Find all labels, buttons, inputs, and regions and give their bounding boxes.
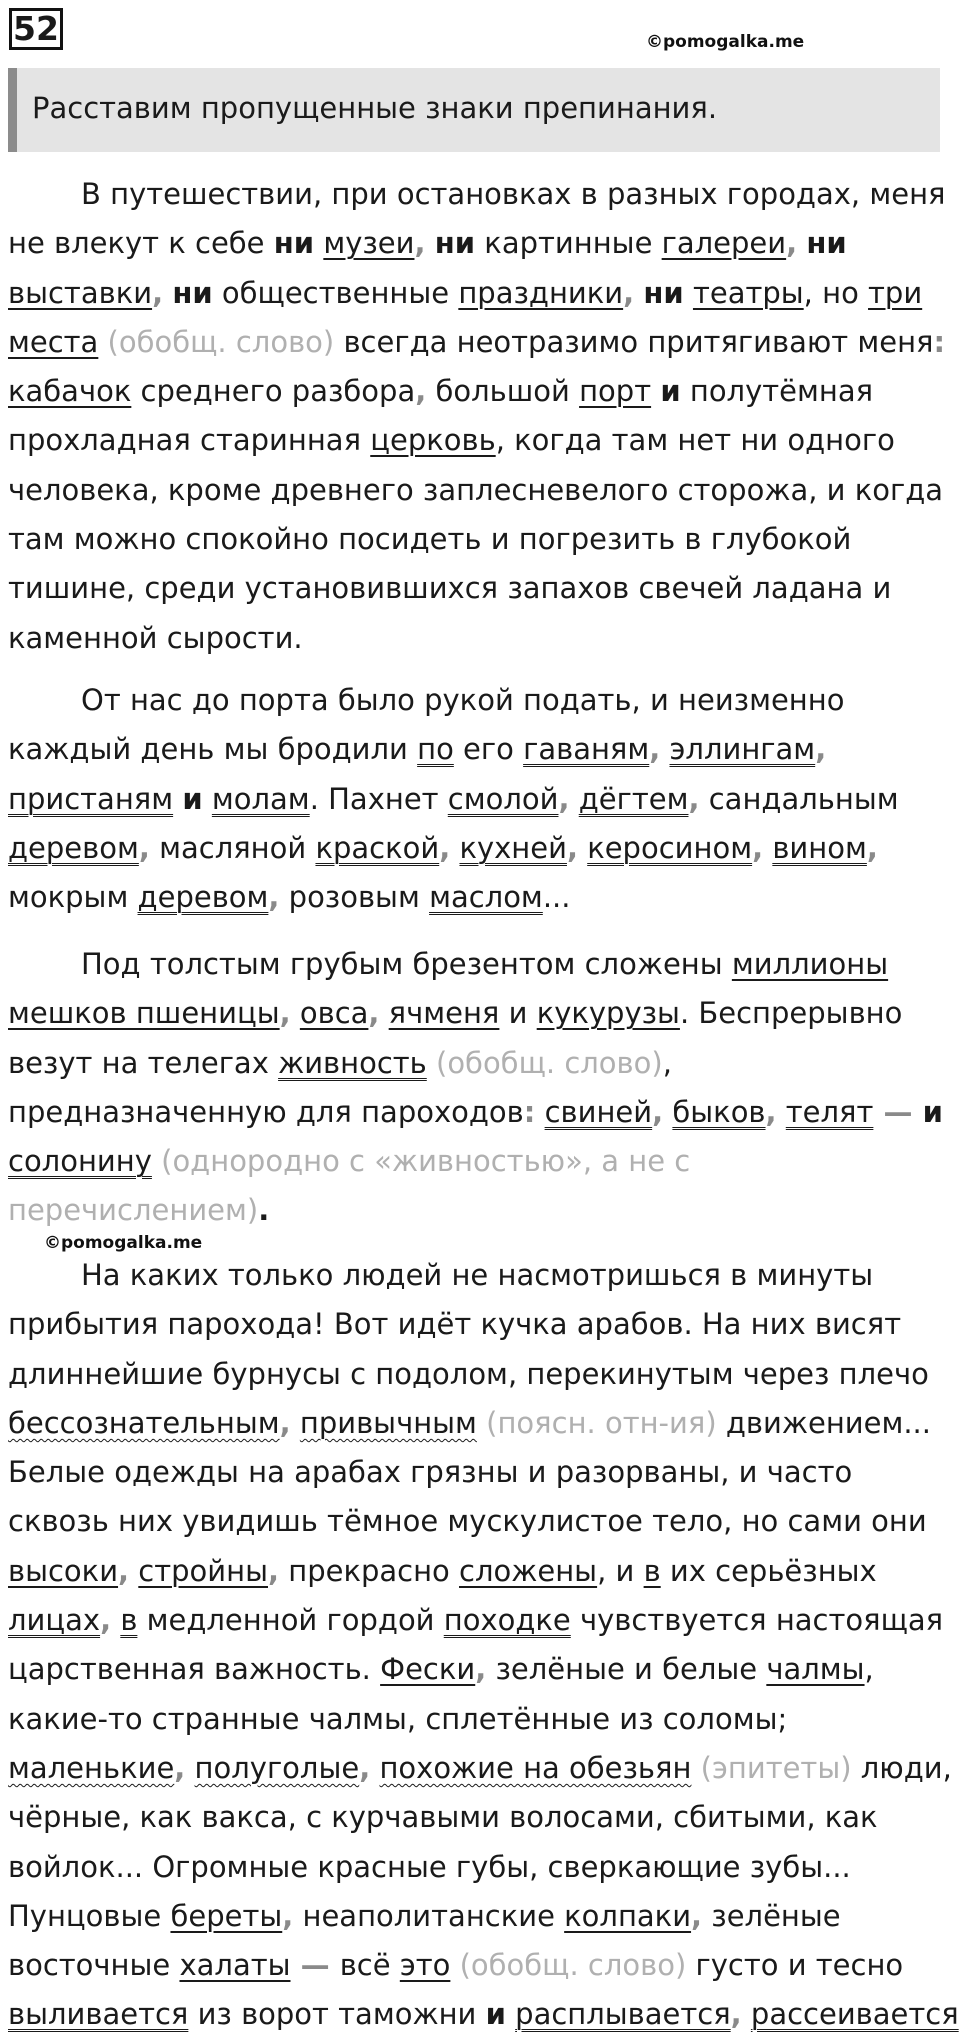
text — [185, 1751, 194, 1785]
adverbial: лицах — [8, 1603, 101, 1638]
object: дёгтем — [578, 781, 689, 816]
conjunction: и — [660, 374, 681, 409]
text-line — [8, 873, 958, 922]
adverbial: походке — [443, 1603, 571, 1638]
text-line: От нас до порта было рукой подать, и неизменно — [81, 683, 845, 717]
conjunction: ни — [434, 226, 476, 261]
text — [535, 1095, 544, 1129]
text: . Пахнет — [309, 781, 448, 816]
added-comma: , — [359, 1750, 371, 1785]
text: Пунцовые — [8, 1898, 171, 1933]
text: люди, — [851, 1750, 952, 1785]
text: общественные — [212, 275, 459, 310]
text — [660, 732, 669, 766]
paragraph-3 — [8, 940, 958, 1236]
added-comma: , — [730, 1997, 742, 2032]
subject: колпаки — [564, 1898, 692, 1933]
added-comma: , — [475, 1652, 487, 1687]
text: прохладная старинная — [8, 423, 371, 458]
added-comma: , — [765, 1094, 777, 1129]
text: неаполитанские — [293, 1898, 565, 1933]
text-line: прибытия парохода! Вот идёт кучка арабов. На них висят — [8, 1307, 902, 1342]
text-line: какие-то странные чалмы, сплетённые из соломы; — [8, 1701, 788, 1736]
object: деревом — [8, 830, 139, 865]
text: царственная важность. — [8, 1652, 381, 1687]
text — [379, 996, 388, 1030]
added-comma: , — [439, 830, 451, 865]
object: эллингам — [669, 732, 816, 767]
text-line: сквозь них увидишь тёмное мускулистое тело, но сами они — [8, 1504, 927, 1539]
modifier: привычным — [299, 1405, 477, 1440]
watermark: ©pomogalka.me — [44, 1233, 203, 1253]
added-comma: , — [414, 226, 426, 261]
text: всё — [339, 1948, 400, 1983]
object: гаваням — [523, 732, 650, 767]
text-line — [8, 1744, 958, 1793]
text: ... — [542, 880, 571, 915]
text — [291, 1406, 300, 1440]
text: , когда там нет ни одного — [495, 423, 895, 458]
text: их серьёзных — [660, 1553, 877, 1588]
text — [291, 996, 300, 1030]
text — [111, 1603, 120, 1637]
text-line: чёрные, как вакса, с курчавыми волосами, сбитыми, как — [8, 1800, 878, 1835]
predicate: высоки — [8, 1553, 119, 1588]
text-line — [8, 1596, 958, 1645]
added-comma: , — [623, 275, 635, 310]
subject: миллионы — [731, 947, 889, 981]
added-comma: , — [691, 1898, 703, 1933]
text-line — [8, 269, 958, 318]
text: , — [662, 1045, 672, 1080]
annotation: (поясн. отн-ия) — [476, 1405, 717, 1440]
subject: музеи — [323, 226, 415, 261]
subject: овса — [299, 996, 369, 1031]
preposition: по — [417, 732, 454, 767]
text: зелёные — [702, 1898, 841, 1933]
text-line: там можно спокойно посидеть и погрезить в глубокой — [8, 522, 852, 557]
object: деревом — [137, 880, 269, 915]
text-line: тишине, среди установившихся запахов свечей ладана и — [8, 571, 892, 606]
added-colon: : — [523, 1094, 536, 1129]
text-line: длиннейшие бурнусы с подолом, перекинутым через плечо — [8, 1356, 929, 1391]
text: медленной гордой — [137, 1603, 444, 1638]
text: , но — [803, 275, 869, 310]
subject: Фески — [380, 1652, 476, 1687]
text: зелёные и белые — [486, 1652, 767, 1687]
object: краской — [315, 830, 440, 865]
text — [663, 1095, 672, 1129]
added-comma: , — [279, 1405, 291, 1440]
text: предназначенную для пароходов — [8, 1094, 524, 1129]
text-line — [8, 824, 958, 873]
text — [570, 782, 579, 816]
paragraph-1 — [8, 170, 958, 663]
added-dash: — — [873, 1094, 923, 1129]
text-line — [8, 1547, 958, 1596]
added-comma: , — [649, 732, 661, 767]
subject: выставки — [8, 275, 153, 310]
text-line — [8, 1039, 958, 1088]
added-comma: , — [279, 996, 291, 1031]
object: вином — [772, 830, 867, 865]
text: каждый день мы бродили — [8, 732, 418, 767]
added-comma: , — [138, 830, 150, 865]
object: кухней — [459, 830, 567, 865]
text: картинные — [475, 226, 662, 261]
subject: театры — [692, 275, 804, 310]
object: живность — [278, 1045, 427, 1080]
text-line — [8, 1990, 958, 2039]
added-comma: , — [688, 781, 700, 816]
subject: места — [8, 324, 99, 359]
text: Под толстым грубым брезентом сложены — [81, 947, 732, 981]
subject: церковь — [370, 423, 496, 458]
added-colon: : — [933, 324, 946, 359]
added-period: . — [258, 1193, 270, 1228]
text: полутёмная — [680, 374, 874, 409]
added-comma: , — [100, 1603, 112, 1638]
text — [651, 374, 660, 408]
object: маслом — [429, 880, 543, 915]
annotation: (обобщ. слово) — [98, 324, 335, 359]
object: смолой — [447, 781, 559, 816]
added-comma: , — [152, 275, 164, 310]
added-comma: , — [268, 880, 280, 915]
added-comma: , — [815, 732, 827, 767]
text: мокрым — [8, 880, 138, 915]
text: большой — [426, 374, 580, 409]
text: . Беспрерывно — [679, 996, 903, 1031]
text-line: войлок... Огромные красные губы, сверкающие зубы... — [8, 1849, 851, 1884]
subject: мешков пшеницы — [8, 996, 280, 1031]
text: сандальным — [699, 781, 899, 816]
subject: халаты — [179, 1948, 291, 1983]
modifier: полуголые — [194, 1750, 360, 1785]
text-line — [8, 725, 958, 774]
predicate: стройны — [138, 1553, 268, 1588]
text-line — [8, 219, 958, 268]
text — [742, 1997, 751, 2031]
text: чувствуется настоящая — [570, 1603, 944, 1638]
object: молам — [211, 781, 310, 816]
preposition: в — [120, 1603, 138, 1638]
text-line — [8, 416, 958, 465]
text-line: На каких только людей не насмотришься в минуты — [81, 1258, 874, 1292]
text-line — [8, 1137, 958, 1186]
text — [797, 226, 806, 260]
text-line: Белые одежды на арабах грязны и разорваны, и часто — [8, 1455, 853, 1490]
text: восточные — [8, 1948, 180, 1983]
text — [173, 782, 182, 816]
subject: кукурузы — [536, 996, 680, 1031]
text-line — [8, 1645, 958, 1694]
modifier: похожие на обезьян — [379, 1750, 692, 1785]
text: везут на телегах — [8, 1045, 279, 1080]
predicate: рассеивается — [750, 1997, 959, 2032]
text — [163, 276, 172, 310]
predicate: сложены — [459, 1553, 598, 1588]
text-line — [8, 1399, 958, 1448]
subject: порт — [579, 374, 652, 409]
predicate: выливается — [8, 1997, 189, 2032]
text: всегда неотразимо притягивают меня — [334, 324, 934, 359]
added-comma: , — [415, 374, 427, 409]
text-line: каменной сырости. — [8, 620, 303, 655]
preposition: в — [643, 1553, 661, 1588]
text — [129, 1554, 138, 1588]
text-line: человека, кроме древнего заплесневелого сторожа, и когда — [8, 472, 944, 507]
text: розовым — [279, 880, 430, 915]
subject: это — [399, 1948, 451, 1983]
subject: кабачок — [8, 374, 132, 409]
conjunction: ни — [643, 275, 684, 310]
text-line — [8, 989, 958, 1038]
text — [314, 226, 323, 260]
annotation: (однородно с «живностью», а не с — [151, 1144, 691, 1179]
text — [203, 782, 212, 816]
conjunction: и — [922, 1094, 943, 1129]
object: солонину — [8, 1144, 152, 1179]
text-line — [8, 318, 958, 367]
added-dash: — — [290, 1948, 340, 1983]
subject: чалмы — [766, 1652, 865, 1687]
added-comma: , — [368, 996, 380, 1031]
annotation: (обобщ. слово) — [426, 1045, 663, 1080]
text — [684, 276, 693, 310]
text — [763, 831, 772, 865]
text: среднего разбора — [131, 374, 416, 409]
added-comma: , — [174, 1750, 186, 1785]
text-line — [8, 1892, 958, 1941]
conjunction: и — [182, 781, 203, 816]
text-line — [8, 1186, 958, 1235]
text: густо и тесно — [686, 1948, 904, 1983]
text-line — [8, 1088, 958, 1137]
text-line: В путешествии, при остановках в разных городах, меня — [81, 177, 946, 211]
modifier: бессознательным — [8, 1405, 280, 1440]
text — [578, 831, 587, 865]
exercise-number: 52 — [9, 8, 63, 50]
text — [506, 1997, 515, 2031]
text: , — [864, 1652, 874, 1687]
added-comma: , — [558, 781, 570, 816]
text: его — [453, 732, 524, 767]
text-line — [8, 367, 958, 416]
object: пристаням — [8, 781, 174, 816]
conjunction: и — [485, 1997, 506, 2032]
added-comma: , — [118, 1553, 130, 1588]
conjunction: ни — [273, 226, 315, 261]
conjunction: ни — [806, 226, 847, 261]
added-comma: , — [752, 830, 764, 865]
paragraph-4 — [8, 1251, 958, 2040]
text: , и — [597, 1553, 644, 1588]
text — [777, 1095, 786, 1129]
text: движением... — [716, 1405, 931, 1440]
annotation: (эпитеты) — [691, 1750, 852, 1785]
text-line — [8, 775, 958, 824]
added-comma: , — [866, 830, 878, 865]
text: масляной — [149, 830, 316, 865]
conjunction: ни — [172, 275, 213, 310]
text-line — [8, 1941, 958, 1990]
object: керосином — [587, 830, 753, 865]
text: прекрасно — [279, 1553, 460, 1588]
annotation: (обобщ. слово) — [450, 1948, 687, 1983]
text — [426, 226, 435, 260]
object: телят — [785, 1094, 874, 1129]
subject: ячменя — [388, 996, 500, 1031]
subject: три — [868, 275, 923, 310]
object: свиней — [544, 1094, 653, 1129]
added-comma: , — [786, 226, 798, 261]
annotation: перечислением) — [8, 1193, 259, 1228]
subject: праздники — [458, 275, 624, 310]
task-banner: Расставим пропущенные знаки препинания. — [8, 68, 940, 152]
subject: береты — [170, 1898, 283, 1933]
watermark: ©pomogalka.me — [646, 32, 805, 52]
object: быков — [672, 1094, 766, 1129]
added-comma: , — [282, 1898, 294, 1933]
text: не влекут к себе — [8, 226, 274, 261]
text: из ворот таможни — [188, 1997, 486, 2032]
predicate: расплывается — [515, 1997, 731, 2032]
subject: галереи — [661, 226, 787, 261]
text — [634, 276, 643, 310]
added-comma: , — [652, 1094, 664, 1129]
paragraph-2 — [8, 676, 958, 922]
text-line — [8, 940, 958, 989]
added-comma: , — [566, 830, 578, 865]
modifier: маленькие — [8, 1750, 175, 1785]
text: и — [499, 996, 537, 1031]
added-comma: , — [268, 1553, 280, 1588]
